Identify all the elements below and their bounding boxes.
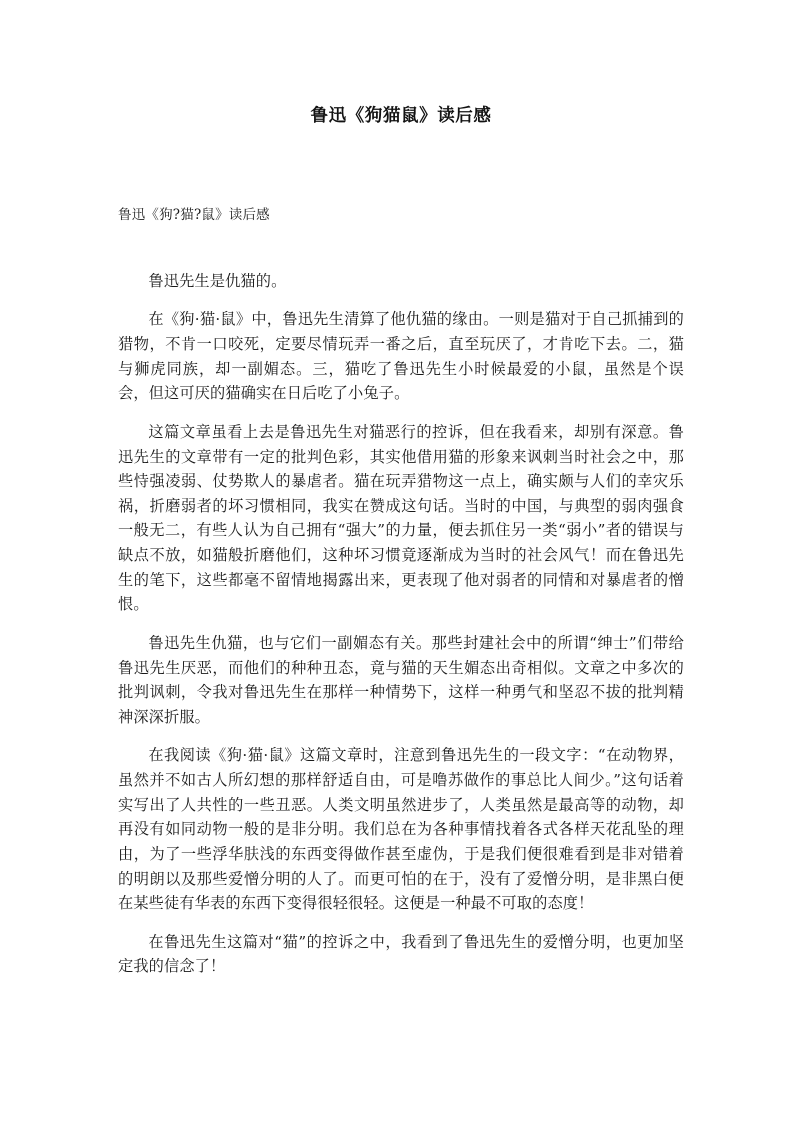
document-body <box>118 0 684 979</box>
page-title: 鲁迅《狗猫鼠》读后感 <box>310 106 492 126</box>
body-paragraph-4: 鲁迅先生仇猫，也与它们一副媚态有关。那些封建社会中的所谓“绅士”们带给鲁迅先生厌恶，而他们的种种丑态，竟与猫的天生媚态出奇相似。文章之中多次的批判讽刺，令我对鲁迅先生在那样一种情势下，这样一种勇气和坚忍不拔的批判精神深深折服。 <box>118 633 684 726</box>
body-paragraph-2: 在《狗·猫·鼠》中，鲁迅先生清算了他仇猫的缘由。一则是猫对于自己抓捕到的猎物，不肯一口咬死，定要尽情玩弄一番之后，直至玩厌了，才肯吃下去。二，猫与狮虎同族，却一副媚态。三，猫吃了鲁迅先生小时候最爱的小鼠，虽然是个误会，但这可厌的猫确实在日后吃了小兔子。 <box>118 310 684 403</box>
body-paragraph-5: 在我阅读《狗·猫·鼠》这篇文章时，注意到鲁迅先生的一段文字：“在动物界，虽然并不如古人所幻想的那样舒适自由，可是噜苏做作的事总比人间少。”这句话着实写出了人共性的一些丑恶。人类文明虽然进步了，人类虽然是最高等的动物，却再没有如同动物一般的是非分明。我们总在为各种事情找着各式各样天花乱坠的理由，为了一些浮华肤浅的东西变得做作甚至虚伪，于是我们便很难看到是非对错着的明朗以及那些爱憎分明的人了。而更可怕的在于，没有了爱憎分明，是非黑白便在某些徒有华表的东西下变得很轻很轻。这便是一种最不可取的态度！ <box>118 746 684 913</box>
body-paragraph-3: 这篇文章虽看上去是鲁迅先生对猫恶行的控诉，但在我看来，却别有深意。鲁迅先生的文章带有一定的批判色彩，其实他借用猫的形象来讽刺当时社会之中，那些恃强凌弱、仗势欺人的暴虐者。猫在玩弄猎物这一点上，确实颇与人们的幸灾乐祸，折磨弱者的坏习惯相同，我实在赞成这句话。当时的中国，与典型的弱肉强食一般无二，有些人认为自己拥有“强大”的力量，便去抓住另一类“弱小”者的错误与缺点不放，如猫般折磨他们，这种坏习惯竟逐渐成为当时的社会风气！而在鲁迅先生的笔下，这些都毫不留情地揭露出来，更表现了他对弱者的同情和对暴虐者的憎恨。 <box>118 422 684 614</box>
document-subtitle: 鲁迅《狗?猫?鼠》读后感 <box>118 206 270 223</box>
paragraph-container <box>118 225 684 979</box>
body-paragraph-1: 鲁迅先生是仇猫的。 <box>148 271 287 290</box>
body-paragraph-6: 在鲁迅先生这篇对“猫”的控诉之中，我看到了鲁迅先生的爱憎分明，也更加坚定我的信念了！ <box>118 932 684 976</box>
